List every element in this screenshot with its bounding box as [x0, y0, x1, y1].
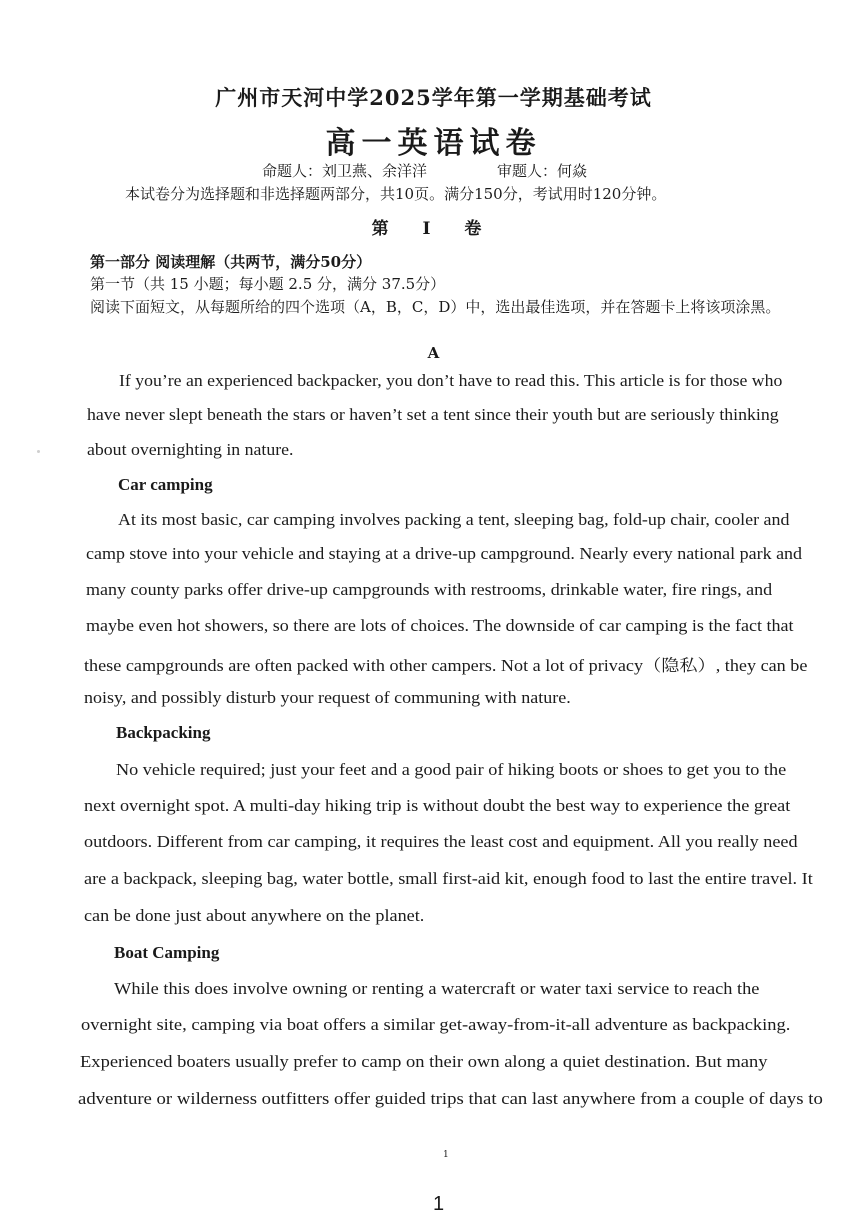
- passage-line: many county parks offer drive-up campgrounds with restrooms, drinkable water, fire rings, and: [86, 580, 773, 599]
- subject-title: 高一英语试卷: [325, 126, 542, 161]
- section-heading-boat-camping: Boat Camping: [114, 943, 220, 962]
- volume-heading: 第 Ⅰ 卷: [371, 219, 496, 239]
- passage-line: are a backpack, sleeping bag, water bottle, small first-aid kit, enough food to last the entire travel. It: [84, 869, 813, 888]
- passage-line: At its most basic, car camping involves packing a tent, sleeping bag, fold-up chair, cooler and: [118, 510, 790, 529]
- subsection-heading: 第一节（共 15 小题；每小题 2.5 分，满分 37.5分）: [90, 275, 446, 293]
- reviewer: 审题人：何焱: [497, 162, 588, 180]
- passage-line: If you’re an experienced backpacker, you don’t have to read this. This article is for those who: [119, 371, 783, 390]
- part-heading: 第一部分 阅读理解（共两节，满分50分）: [90, 253, 372, 271]
- authors-line: [262, 160, 587, 181]
- exam-intro: 本试卷分为选择题和非选择题两部分，共10页。满分150分，考试用时120分钟。: [125, 185, 667, 203]
- passage-letter: A: [427, 344, 440, 362]
- passage-line: about overnighting in nature.: [87, 440, 294, 459]
- passage-line: camp stove into your vehicle and staying at a drive-up campground. Nearly every national park and: [86, 544, 803, 563]
- passage-line: can be done just about anywhere on the planet.: [84, 906, 425, 925]
- passage-line: While this does involve owning or renting a watercraft or water taxi service to reach the: [114, 979, 760, 998]
- scan-speck: [37, 450, 40, 453]
- setters: 命题人：刘卫燕、余洋洋: [262, 162, 428, 180]
- school-exam-title: 广州市天河中学2025学年第一学期基础考试: [215, 85, 652, 110]
- passage-line: Experienced boaters usually prefer to camp on their own along a quiet destination. But many: [80, 1052, 768, 1071]
- page-number: 1: [433, 1193, 445, 1215]
- instructions: 阅读下面短文，从每题所给的四个选项（A，B，C，D）中，选出最佳选项，并在答题卡上将该项涂黑。: [90, 298, 781, 316]
- passage-line: these campgrounds are often packed with other campers. Not a lot of privacy（隐私）, they can be: [84, 656, 808, 675]
- passage-line: maybe even hot showers, so there are lots of choices. The downside of car camping is the fact that: [86, 616, 794, 635]
- passage-line: No vehicle required; just your feet and a good pair of hiking boots or shoes to get you to the: [116, 760, 787, 779]
- passage-line: outdoors. Different from car camping, it requires the least cost and equipment. All you really need: [84, 832, 798, 851]
- passage-line: overnight site, camping via boat offers a similar get-away-from-it-all adventure as backpacking.: [81, 1015, 791, 1034]
- section-heading-car-camping: Car camping: [118, 475, 213, 494]
- passage-line: noisy, and possibly disturb your request of communing with nature.: [84, 688, 571, 707]
- section-heading-backpacking: Backpacking: [116, 723, 211, 742]
- passage-line: next overnight spot. A multi-day hiking trip is without doubt the best way to experience the great: [84, 796, 791, 815]
- passage-line: have never slept beneath the stars or haven’t set a tent since their youth but are seriously thinking: [87, 405, 779, 424]
- passage-line: adventure or wilderness outfitters offer guided trips that can last anywhere from a couple of days to: [78, 1089, 823, 1108]
- page-number-small: 1: [443, 1150, 449, 1160]
